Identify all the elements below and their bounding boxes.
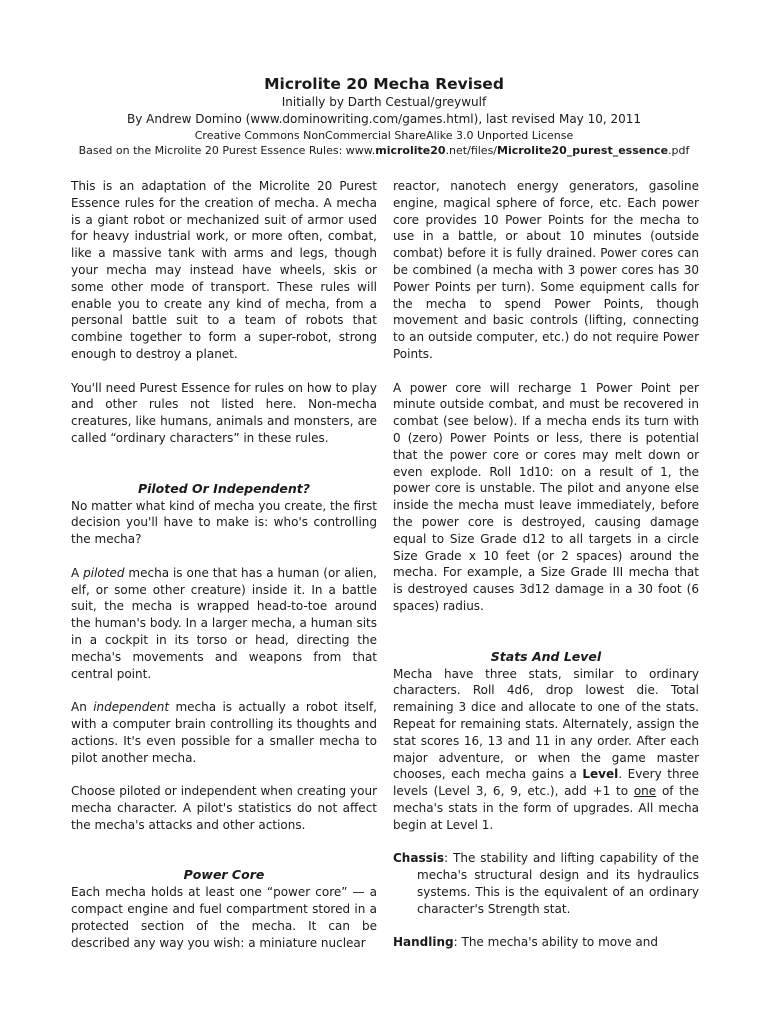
document-title: Microlite 20 Mecha Revised bbox=[264, 75, 504, 93]
left-column bbox=[71, 178, 377, 951]
chassis-definition: Chassis: The stability and lifting capability of the mecha's structural design and its hydraulics systems. This is the equivalent of an ordinary character's Strength stat. bbox=[393, 851, 699, 916]
right-column bbox=[393, 178, 699, 951]
power-core-continued-paragraph: reactor, nanotech energy generators, gasoline engine, magical sphere of force, etc. Each power core provides 10 Power Points for the mecha to use in a battle, or about 10 minutes (outside combat) before it is fully drained. Power cores can be combined (a mecha with 3 power cores has 30 Power Points per turn). Some equipment calls for the mecha to spend Power Points, though movement and basic controls (lifting, connecting to an outside computer, etc.) do not require Power Points. bbox=[393, 179, 699, 361]
heading-stats-and-level: Stats And Level bbox=[490, 648, 602, 664]
piloted-paragraph: A piloted mecha is one that has a human (or alien, elf, or some other creature) inside it. In a battle suit, the mecha is wrapped head-to-toe around the human's body. In a larger mecha, a human sits in a cockpit in its torso or head, directing the mecha's movements and weapons from that central point. bbox=[71, 565, 377, 681]
intro-paragraph: This is an adaptation of the Microlite 20 Purest Essence rules for the creation of mecha. A mecha is a giant robot or mechanized suit of armor used for heavy industrial work, or more often, combat, like a massive tank with arms and legs, though your mecha may instead have wheels, skis or some other mode of transport. These rules will enable you to create any kind of mecha, from a personal battle suit to a team of robots that combine together to form a super-robot, strong enough to destroy a planet. bbox=[71, 179, 377, 361]
controller-paragraph: No matter what kind of mecha you create, the first decision you'll have to make is: who's controlling the mecha? bbox=[71, 498, 377, 547]
author-line: By Andrew Domino (www.dominowriting.com/games.html), last revised May 10, 2011 bbox=[126, 112, 642, 126]
power-core-paragraph: Each mecha holds at least one “power core” — a compact engine and fuel compartment stored in a protected section of the mecha. It can be described any way you wish: a miniature nuclear bbox=[71, 885, 377, 950]
stats-paragraph: Mecha have three stats, similar to ordinary characters. Roll 4d6, drop lowest die. Total remaining 3 dice and allocate to one of the stats. Repeat for remaining stats. Alternately, assign the stat scores 16, 13 and 11 in any order. After each major adventure, or when the game master chooses, each mecha gains a Level. Every three levels (Level 3, 6, 9, etc.), add +1 to one of the mecha's stats in the form of upgrades. All mecha begin at Level 1. bbox=[393, 666, 699, 832]
source-line: Based on the Microlite 20 Purest Essence Rules: www.microlite20.net/files/Microlite20_purest_essence.pdf bbox=[78, 144, 690, 157]
choose-paragraph: Choose piloted or independent when creating your mecha character. A pilot's statistics do not affect the mecha's attacks and other actions. bbox=[71, 784, 377, 832]
document-header bbox=[0, 74, 768, 158]
heading-power-core: Power Core bbox=[183, 867, 265, 883]
handling-definition: Handling: The mecha's ability to move and bbox=[393, 935, 658, 950]
license-line: Creative Commons NonCommercial ShareAlike 3.0 Unported License bbox=[194, 129, 574, 142]
recharge-paragraph: A power core will recharge 1 Power Point per minute outside combat, and must be recovered in combat (see below). If a mecha ends its turn with 0 (zero) Power Points or less, there is potential that the power core or cores may melt down or even explode. Roll 1d10: on a result of 1, the power core is unstable. The pilot and anyone else inside the mecha must leave immediately, before the power core is destroyed, causing damage equal to Size Grade d12 to all targets in a circle Size Grade x 10 feet (or 2 spaces) around the mecha. For example, a Size Grade III mecha that is destroyed causes 3d12 damage in a 30 foot (6 spaces) radius. bbox=[393, 380, 699, 613]
attribution-line: Initially by Darth Cestual/greywulf bbox=[281, 95, 487, 109]
heading-piloted-or-independent: Piloted Or Independent? bbox=[137, 480, 311, 496]
purest-essence-paragraph: You'll need Purest Essence for rules on how to play and other rules not listed here. Non-mecha creatures, like humans, animals and monsters, are called “ordinary characters” in these rules. bbox=[71, 380, 377, 445]
independent-paragraph: An independent mecha is actually a robot itself, with a computer brain controlling its thoughts and actions. It's even possible for a smaller mecha to pilot another mecha. bbox=[71, 700, 377, 765]
